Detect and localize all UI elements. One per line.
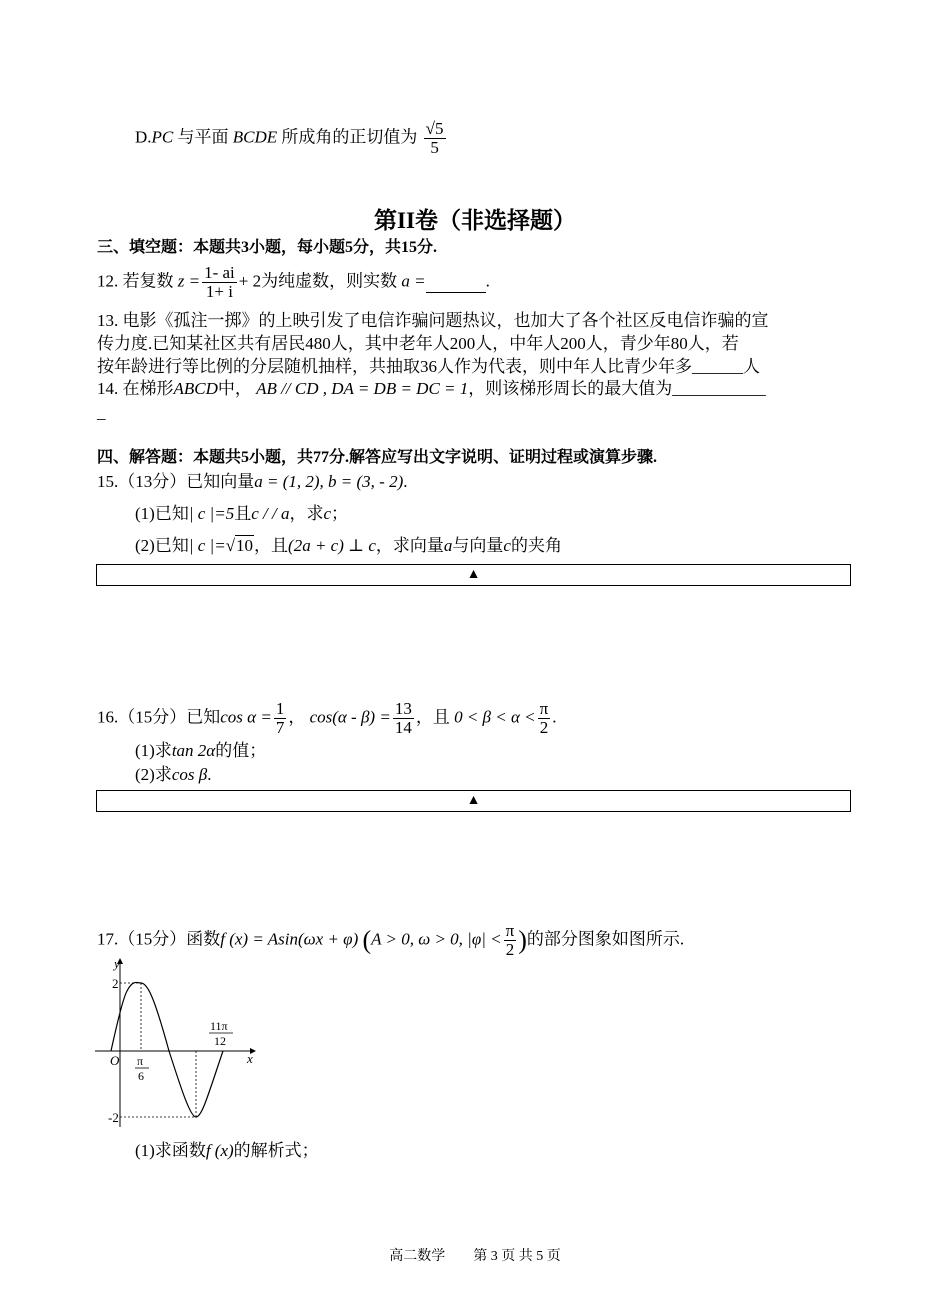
question-13-line1: 13. 电影《孤注一掷》的上映引发了电信诈骗问题热议，也加大了各个社区反电信诈骗的宣	[97, 311, 769, 330]
question-16-part1: (1)求tan 2α的值；	[135, 741, 267, 760]
question-12: 12. 若复数 z = $\frac{1- ai}{1+ i}$ + 2为纯虚数，则实数 a = .	[97, 263, 490, 301]
question-15-part2: (2)已知| c |=√10，且(2a + c) ⊥ c，求向量a与向量c的夹角	[135, 536, 562, 555]
question-14: 14. 在梯形ABCD中， AB // CD , DA = DB = DC = 1，则该梯形周长的最大值为___________	[97, 379, 766, 398]
answer-box-16[interactable]: ▲	[96, 790, 851, 812]
question-14-line2: _	[97, 403, 106, 422]
x2-num: 11π	[210, 1019, 228, 1033]
question-16: 16.（15分）已知cos α = $\frac{1}{7}$ ， cos(α - β) = $\frac{13}{14}$ ，且 0 < β < α < $\frac{\pi}{2}$ .	[97, 699, 557, 737]
plane-bcde: BCDE	[232, 127, 278, 147]
part4-heading: 四、解答题：本题共5小题，共77分.解答应写出文字说明、证明过程或演算步骤.	[97, 449, 658, 466]
x-axis-label: x	[247, 1051, 253, 1066]
option-d-text1: 与平面	[177, 127, 229, 147]
x2-den: 12	[214, 1034, 226, 1048]
sine-graph	[95, 955, 265, 1135]
option-d-fraction: $\frac{√5}{5}$	[425, 119, 444, 157]
part3-heading: 三、填空题：本题共3小题，每小题5分，共15分.	[97, 239, 438, 256]
sine-curve	[111, 982, 223, 1117]
origin-label: O	[110, 1053, 120, 1068]
y-min-label: -2	[108, 1110, 119, 1125]
option-d-text2: 所成角的正切值为	[281, 127, 418, 147]
answer-box-15[interactable]: ▲	[96, 564, 851, 586]
question-16-part2: (2)求cos β.	[135, 765, 212, 784]
q12-fraction: $\frac{1- ai}{1+ i}$	[204, 263, 235, 301]
option-d	[135, 120, 448, 157]
q12-answer-blank	[426, 270, 486, 293]
question-17-part1: (1)求函数f (x)的解析式；	[135, 1141, 319, 1160]
page-footer: 高二数学 第 3 页 共 5 页	[389, 1249, 561, 1264]
x1-den: 6	[138, 1069, 144, 1083]
question-15-part1: (1)已知| c |=5且c / / a，求c；	[135, 504, 348, 523]
segment-pc: PC	[151, 127, 174, 147]
option-d-label: D.	[135, 127, 152, 147]
question-13-line2: 传力度.已知某社区共有居民480人，其中老年人200人，中年人200人，青少年80人，若	[97, 334, 739, 353]
section-title: 第II卷（非选择题）	[374, 208, 576, 233]
question-15: 15.（13分）已知向量a = (1, 2), b = (3, - 2).	[97, 472, 408, 491]
x1-num: π	[137, 1054, 144, 1068]
y-axis-label: y	[114, 956, 120, 971]
y-max-label: 2	[112, 976, 119, 991]
question-13-line3: 按年龄进行等比例的分层随机抽样，共抽取36人作为代表，则中年人比青少年多______人	[97, 357, 760, 376]
question-17: 17.（15分）函数f (x) = Asin(ωx + φ) (A > 0, ω > 0, |φ| < $\frac{\pi}{2}$ )的部分图象如图所示.	[97, 921, 685, 959]
